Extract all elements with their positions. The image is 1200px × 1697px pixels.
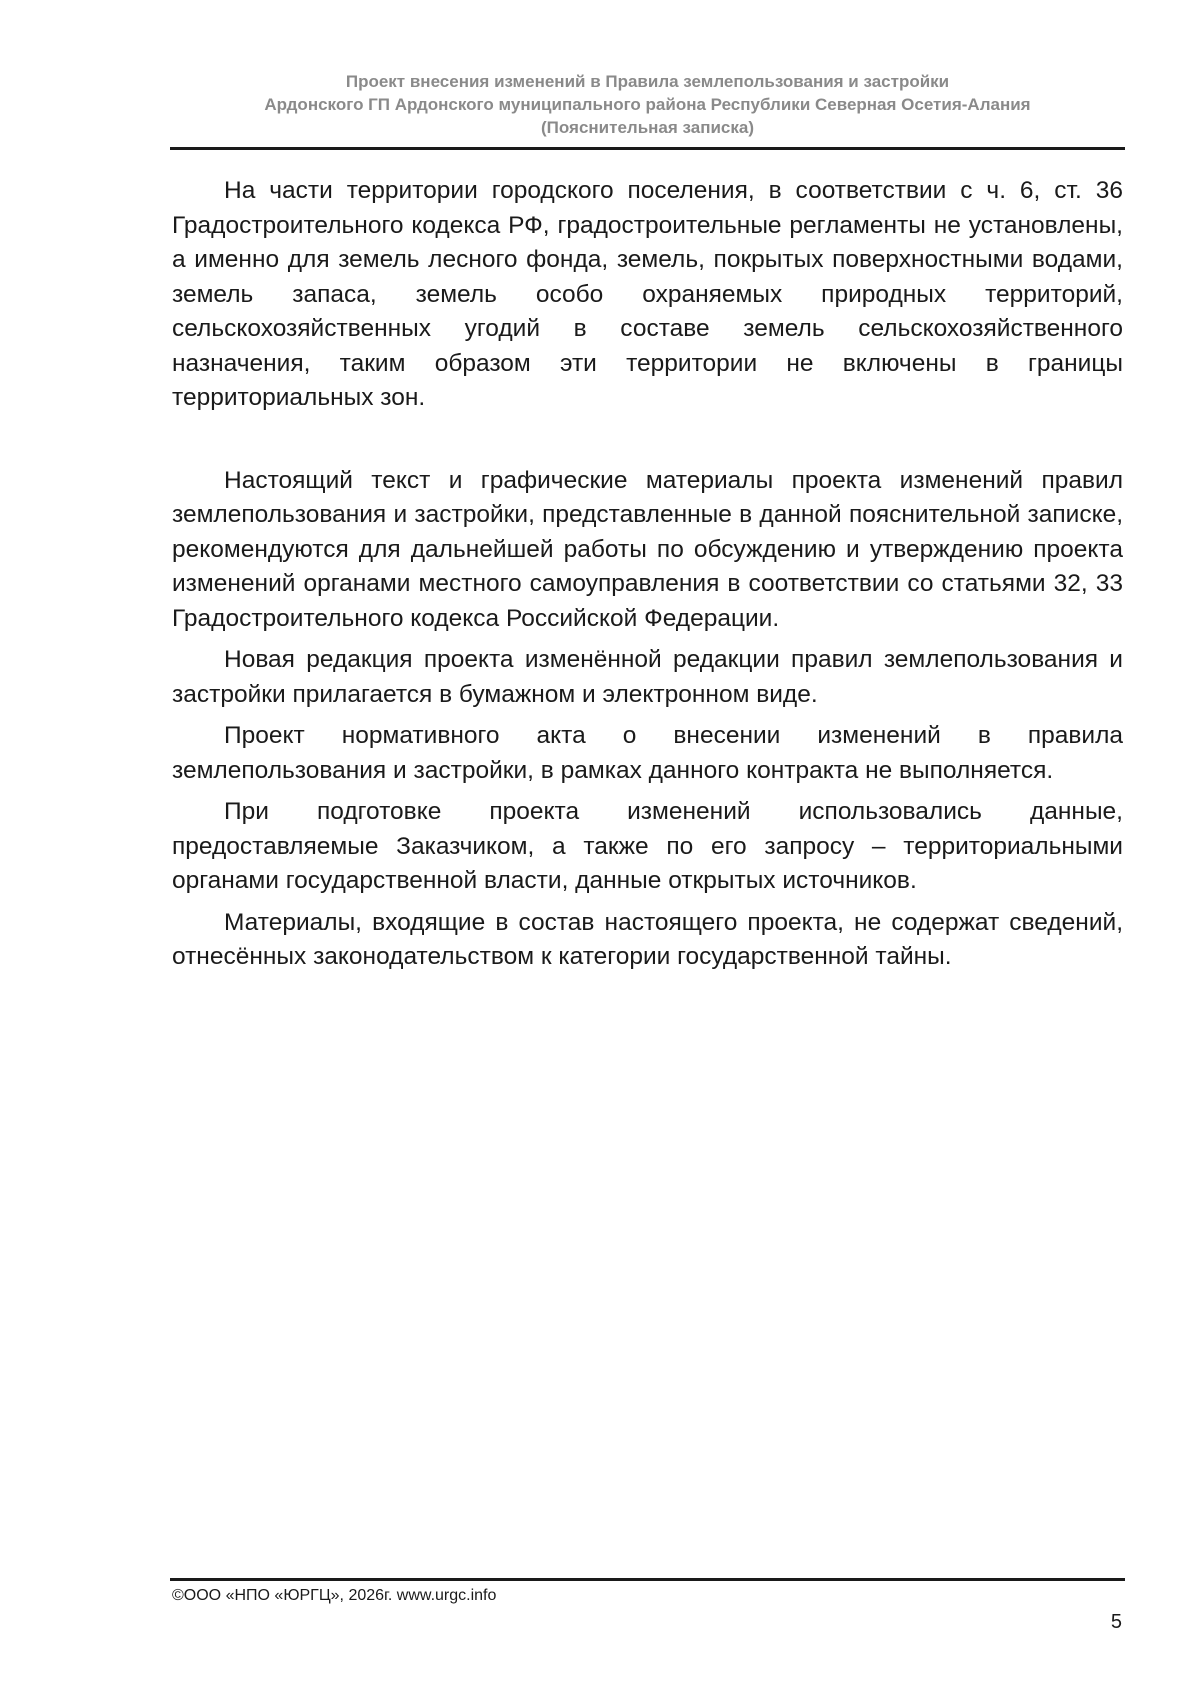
paragraph-4: Проект нормативного акта о внесении изменений в правила землепользования и застройки, в рамках данного контракта не выполняется. xyxy=(172,722,1123,784)
header-line-2: Ардонского ГП Ардонского муниципального района Республики Северная Осетия-Алания xyxy=(264,95,1031,114)
footer-divider xyxy=(170,1578,1125,1581)
paragraph-5: При подготовке проекта изменений использовались данные, предоставляемые Заказчиком, а также по его запросу – территориальными органами государственной власти, данные открытых источников. xyxy=(172,798,1123,894)
header-line-3: (Пояснительная записка) xyxy=(540,118,754,137)
paragraph-2: Настоящий текст и графические материалы проекта изменений правил землепользования и застройки, представленные в данной пояснительной записке, рекомендуются для дальнейшей работы по обсуждению и утверждению проекта изменений органами местного самоуправления в соответствии со статьями 32, 33 Градостроительного кодекса Российской Федерации. xyxy=(172,466,1123,632)
paragraph-6: Материалы, входящие в состав настоящего проекта, не содержат сведений, отнесённых законодательством к категории государственной тайны. xyxy=(172,908,1123,970)
paragraph-3: Новая редакция проекта изменённой редакции правил землепользования и застройки прилагается в бумажном и электронном виде. xyxy=(172,646,1123,708)
document-body xyxy=(172,174,1123,982)
header-line-1: Проект внесения изменений в Правила землепользования и застройки xyxy=(345,72,950,91)
page-header xyxy=(170,70,1125,139)
header-divider xyxy=(170,147,1125,150)
paragraph-1: На части территории городского поселения, в соответствии с ч. 6, ст. 36 Градостроительного кодекса РФ, градостроительные регламенты не установлены, а именно для земель лесного фонда, земель, покрытых поверхностными водами, земель запаса, земель особо охраняемых природных территорий, сельскохозяйственных угодий в составе земель сельскохозяйственного назначения, таким образом эти территории не включены в границы территориальных зон. xyxy=(172,177,1123,411)
footer-copyright: ©ООО «НПО «ЮРГЦ», 2026г. www.urgc.info xyxy=(172,1587,497,1604)
page-number: 5 xyxy=(1110,1611,1122,1633)
